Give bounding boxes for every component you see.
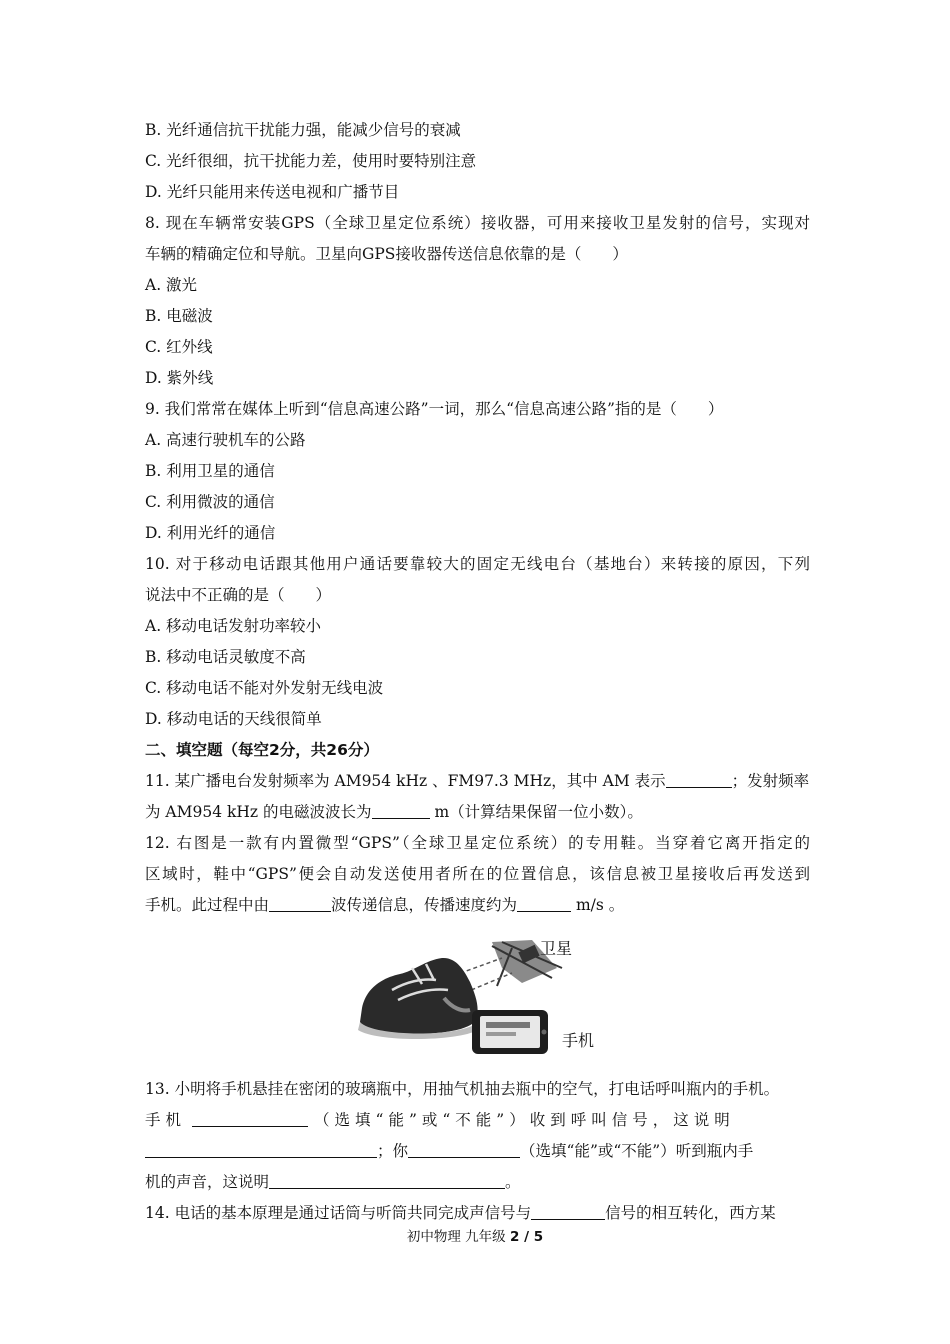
question-10-line-1: 10. 对于移动电话跟其他用户通话要靠较大的固定无线电台（基地台）来转接的原因，下列 (145, 555, 810, 573)
text: 为 AM954 kHz 的电磁波波长为 (145, 803, 372, 821)
question-12-line-1: 12. 右图是一款有内置微型“GPS”（全球卫星定位系统）的专用鞋。当穿着它离开指定的 (145, 834, 810, 852)
phone-label: 手机 (562, 1031, 595, 1050)
question-14-line-1 (145, 1202, 810, 1224)
question-10-option-b: B. 移动电话灵敏度不高 (145, 648, 306, 666)
answer-blank[interactable] (408, 1141, 520, 1158)
option-line: C. 光纤很细，抗干扰能力差，使用时要特别注意 (145, 152, 477, 170)
answer-blank[interactable] (192, 1110, 308, 1127)
question-11-line-2 (145, 801, 810, 823)
question-8-option-a: A. 激光 (145, 276, 198, 294)
question-9-option-a: A. 高速行驶机车的公路 (145, 431, 306, 449)
question-10-option-a: A. 移动电话发射功率较小 (145, 617, 322, 635)
question-9: 9. 我们常常在媒体上听到“信息高速公路”一词，那么“信息高速公路”指的是（ ） (145, 400, 724, 418)
phone-icon (472, 1010, 548, 1054)
question-8-line-2: 车辆的精确定位和导航。卫星向GPS接收器传送信息依靠的是（ ） (145, 245, 628, 263)
question-10-option-c: C. 移动电话不能对外发射无线电波 (145, 679, 384, 697)
text: ；你 (377, 1142, 409, 1160)
text: 信号的相互转化，西方某 (605, 1204, 776, 1222)
question-13-line-3 (145, 1140, 810, 1162)
gps-shoe-illustration (352, 938, 602, 1058)
question-8-option-b: B. 电磁波 (145, 307, 213, 325)
text: （选填“能”或“不能”）听到瓶内手 (520, 1142, 754, 1160)
text: 。 (505, 1173, 521, 1191)
text: m/s 。 (571, 896, 625, 914)
answer-blank[interactable] (145, 1141, 377, 1158)
option-line: B. 光纤通信抗干扰能力强，能减少信号的衰减 (145, 121, 461, 139)
text: m（计算结果保留一位小数）。 (429, 803, 643, 821)
text: 手机。此过程中由 (145, 896, 270, 914)
question-13-line-2 (145, 1109, 810, 1131)
question-10-line-2: 说法中不正确的是（ ） (145, 586, 332, 604)
text: 波传递信息，传播速度约为 (331, 896, 518, 914)
page-footer (0, 1228, 950, 1246)
page-number: 2 / 5 (509, 1229, 544, 1245)
text: 手机 (145, 1111, 187, 1129)
answer-blank[interactable] (269, 895, 331, 912)
question-8-option-d: D. 紫外线 (145, 369, 214, 387)
question-8-option-c: C. 红外线 (145, 338, 213, 356)
text: 机的声音，这说明 (145, 1173, 270, 1191)
question-9-option-c: C. 利用微波的通信 (145, 493, 275, 511)
question-13-line-4 (145, 1171, 810, 1193)
question-13-line-1: 13. 小明将手机悬挂在密闭的玻璃瓶中，用抽气机抽去瓶中的空气，打电话呼叫瓶内的手机。 (145, 1080, 780, 1098)
section-title: 二、填空题（每空2分，共26分） (145, 741, 379, 759)
question-12-line-2: 区域时，鞋中“GPS”便会自动发送使用者所在的位置信息，该信息被卫星接收后再发送到 (145, 865, 810, 883)
text: ；发射频率 (731, 772, 810, 790)
option-line: D. 光纤只能用来传送电视和广播节目 (145, 183, 400, 201)
answer-blank[interactable] (269, 1172, 505, 1189)
question-8-line-1: 8. 现在车辆常安装GPS（全球卫星定位系统）接收器，可用来接收卫星发射的信号，实现对 (145, 214, 810, 232)
answer-blank[interactable] (517, 895, 571, 912)
question-9-option-d: D. 利用光纤的通信 (145, 524, 276, 542)
answer-blank[interactable] (666, 771, 732, 788)
text: （选填“能”或“不能”）收到呼叫信号，这说明 (314, 1111, 735, 1129)
footer-subject: 初中物理 九年级 (406, 1229, 510, 1245)
text: 14. 电话的基本原理是通过话筒与听筒共同完成声信号与 (145, 1204, 532, 1222)
answer-blank[interactable] (531, 1203, 605, 1220)
question-10-option-d: D. 移动电话的天线很简单 (145, 710, 322, 728)
satellite-label: 卫星 (540, 939, 573, 958)
gps-shoe-figure (352, 938, 602, 1058)
text: 11. 某广播电台发射频率为 AM954 kHz 、FM97.3 MHz，其中 AM 表示 (145, 772, 666, 790)
question-9-option-b: B. 利用卫星的通信 (145, 462, 275, 480)
question-11-line-1 (145, 770, 810, 792)
answer-blank[interactable] (372, 802, 430, 819)
question-12-line-3 (145, 894, 810, 916)
